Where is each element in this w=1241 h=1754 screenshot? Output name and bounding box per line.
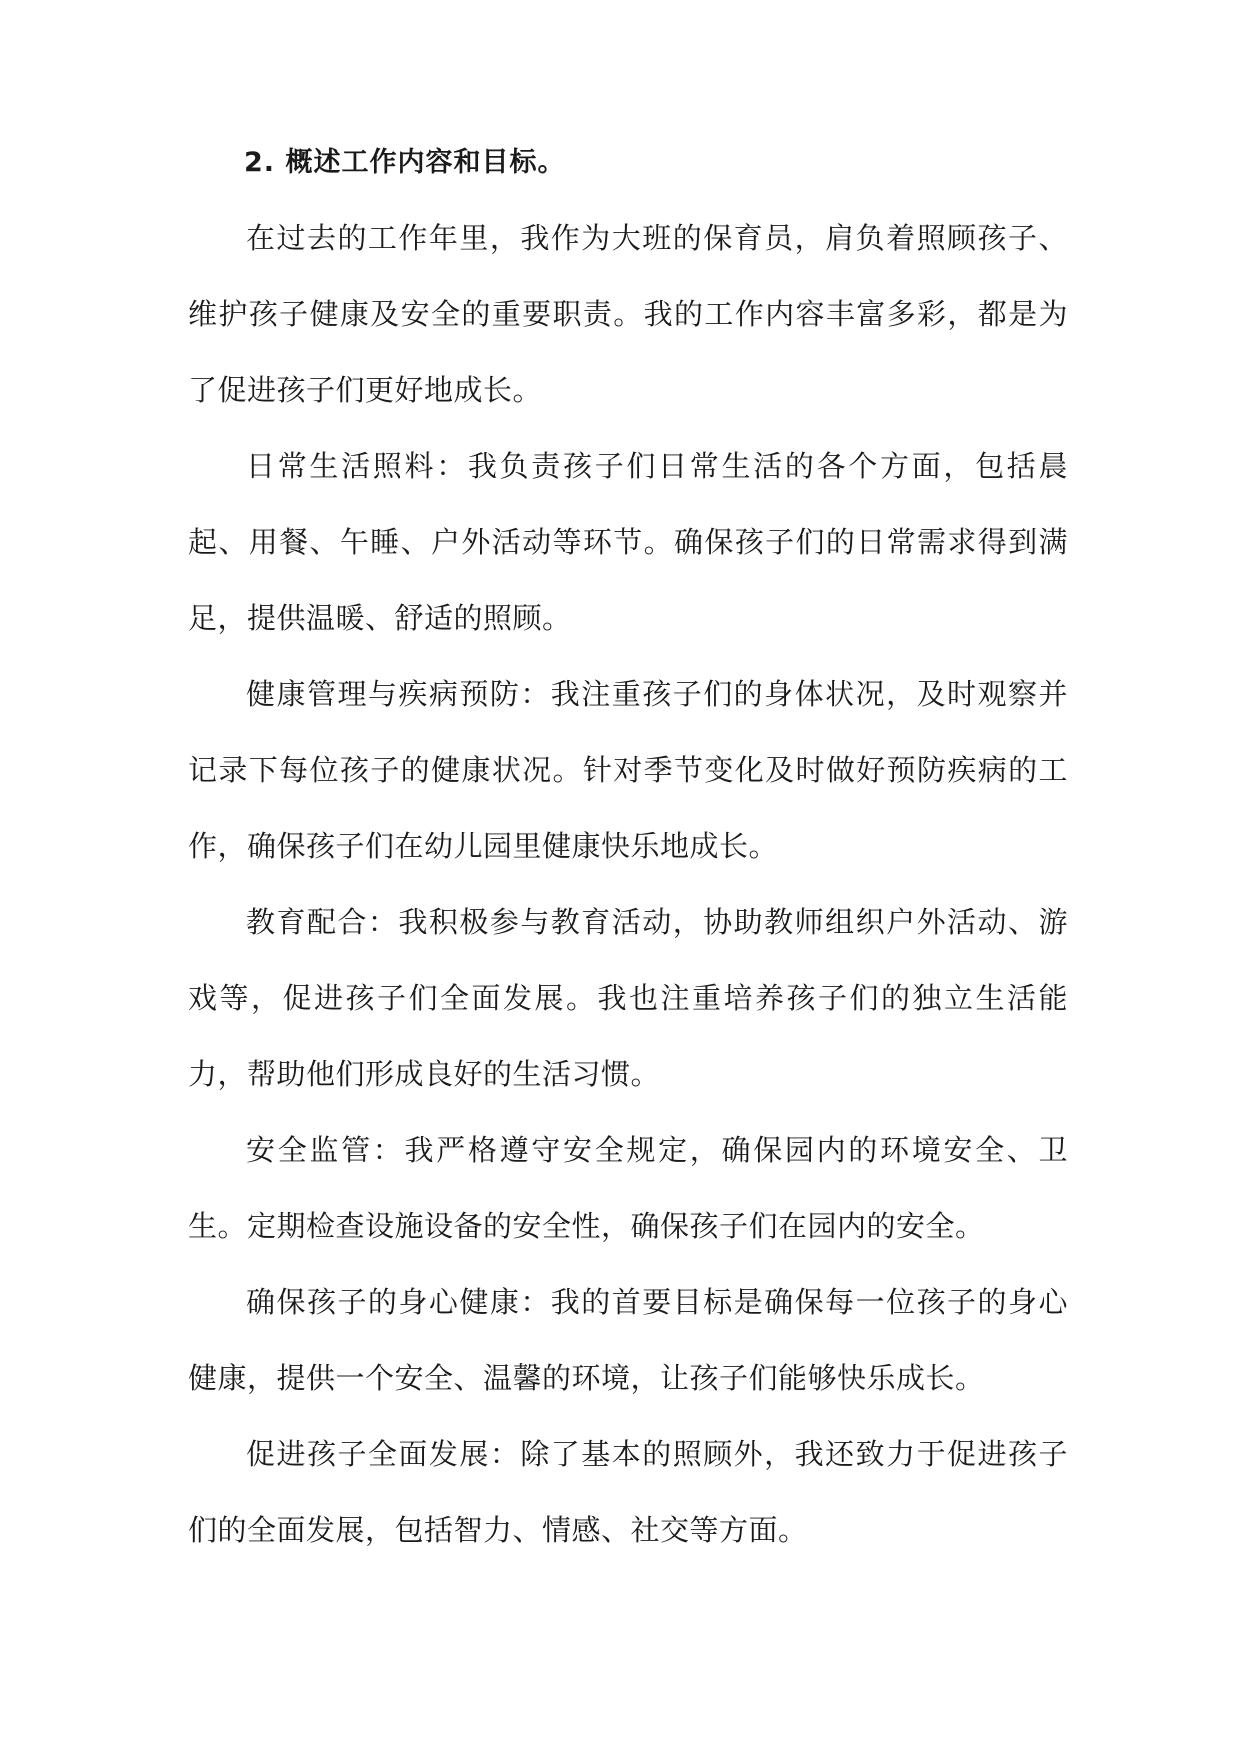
document-body [188, 148, 1068, 1568]
paragraph-education: 教育配合：我积极参与教育活动，协助教师组织户外活动、游戏等，促进孩子们全面发展。我也注重培养孩子们的独立生活能力，帮助他们形成良好的生活习惯。 [188, 905, 1068, 1091]
section-heading: 2. 概述工作内容和目标。 [244, 147, 566, 178]
paragraph-daily-care: 日常生活照料：我负责孩子们日常生活的各个方面，包括晨起、用餐、午睡、户外活动等环节。确保孩子们的日常需求得到满足，提供温暖、舒适的照顾。 [188, 449, 1068, 635]
paragraph-development-goal: 促进孩子全面发展：除了基本的照顾外，我还致力于促进孩子们的全面发展，包括智力、情感、社交等方面。 [188, 1437, 1068, 1547]
paragraph-intro: 在过去的工作年里，我作为大班的保育员，肩负着照顾孩子、维护孩子健康及安全的重要职责。我的工作内容丰富多彩，都是为了促进孩子们更好地成长。 [188, 221, 1068, 407]
paragraph-wellbeing-goal: 确保孩子的身心健康：我的首要目标是确保每一位孩子的身心健康，提供一个安全、温馨的环境，让孩子们能够快乐成长。 [188, 1285, 1068, 1395]
paragraph-safety: 安全监管：我严格遵守安全规定，确保园内的环境安全、卫生。定期检查设施设备的安全性，确保孩子们在园内的安全。 [188, 1133, 1068, 1243]
paragraph-health-management: 健康管理与疾病预防：我注重孩子们的身体状况，及时观察并记录下每位孩子的健康状况。针对季节变化及时做好预防疾病的工作，确保孩子们在幼儿园里健康快乐地成长。 [188, 677, 1068, 863]
